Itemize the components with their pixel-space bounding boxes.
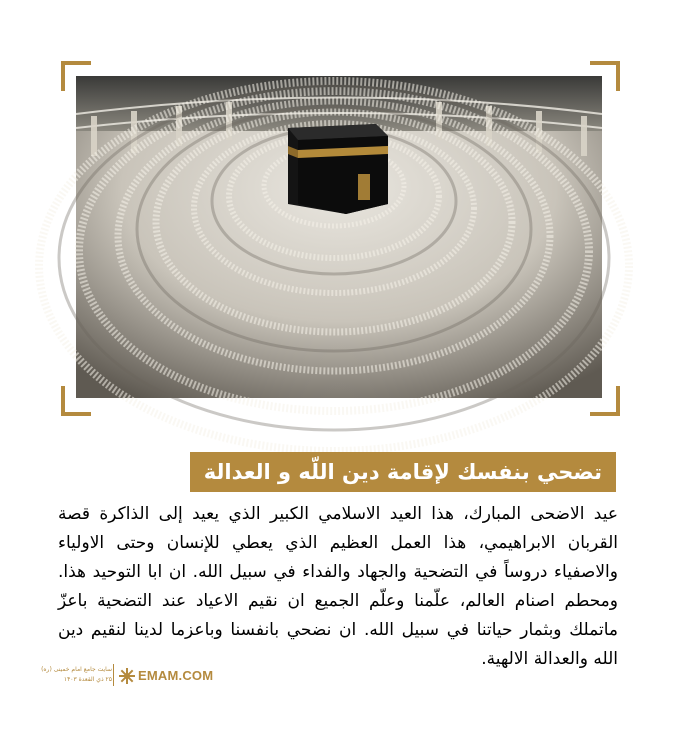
site-logo[interactable]: [41, 660, 218, 690]
logo-brand: EMAM.COM: [138, 668, 214, 683]
body-paragraph: عيد الاضحى المبارك، هذا العيد الاسلامي الكبير الذي يعيد إلى الذاكرة قصة القربان الابراهيمي، هذا العمل العظيم الذي يعطي للإنسان وحتى الاولياء والاصفياء دروساً في التضحية والجهاد والفداء في سبيل الله. ان ابا التوحيد هذا. ومحطم اصنام العالم، علّمنا وعلّم الجميع ان نقيم الاعياد عند التضحية باعزّ ماتملك وبثمار حياتنا في سبيل الله. ان نضحي بانفسنا وباعزما لدينا لنقيم دين الله والعدالة الالهية.: [58, 504, 618, 669]
logo-caption: سایت جامع امام خمینی (ره): [41, 666, 112, 673]
title-banner: [190, 452, 616, 492]
logo-date: ۲۵ ذي القعدة ۱۴۰۳: [63, 676, 112, 683]
page-title: تضحي بنفسك لإقامة دين اللّه و العدالة: [203, 460, 602, 484]
kaaba-photo: [76, 76, 602, 398]
emblem-icon: [118, 667, 136, 685]
logo-divider: [113, 664, 114, 686]
